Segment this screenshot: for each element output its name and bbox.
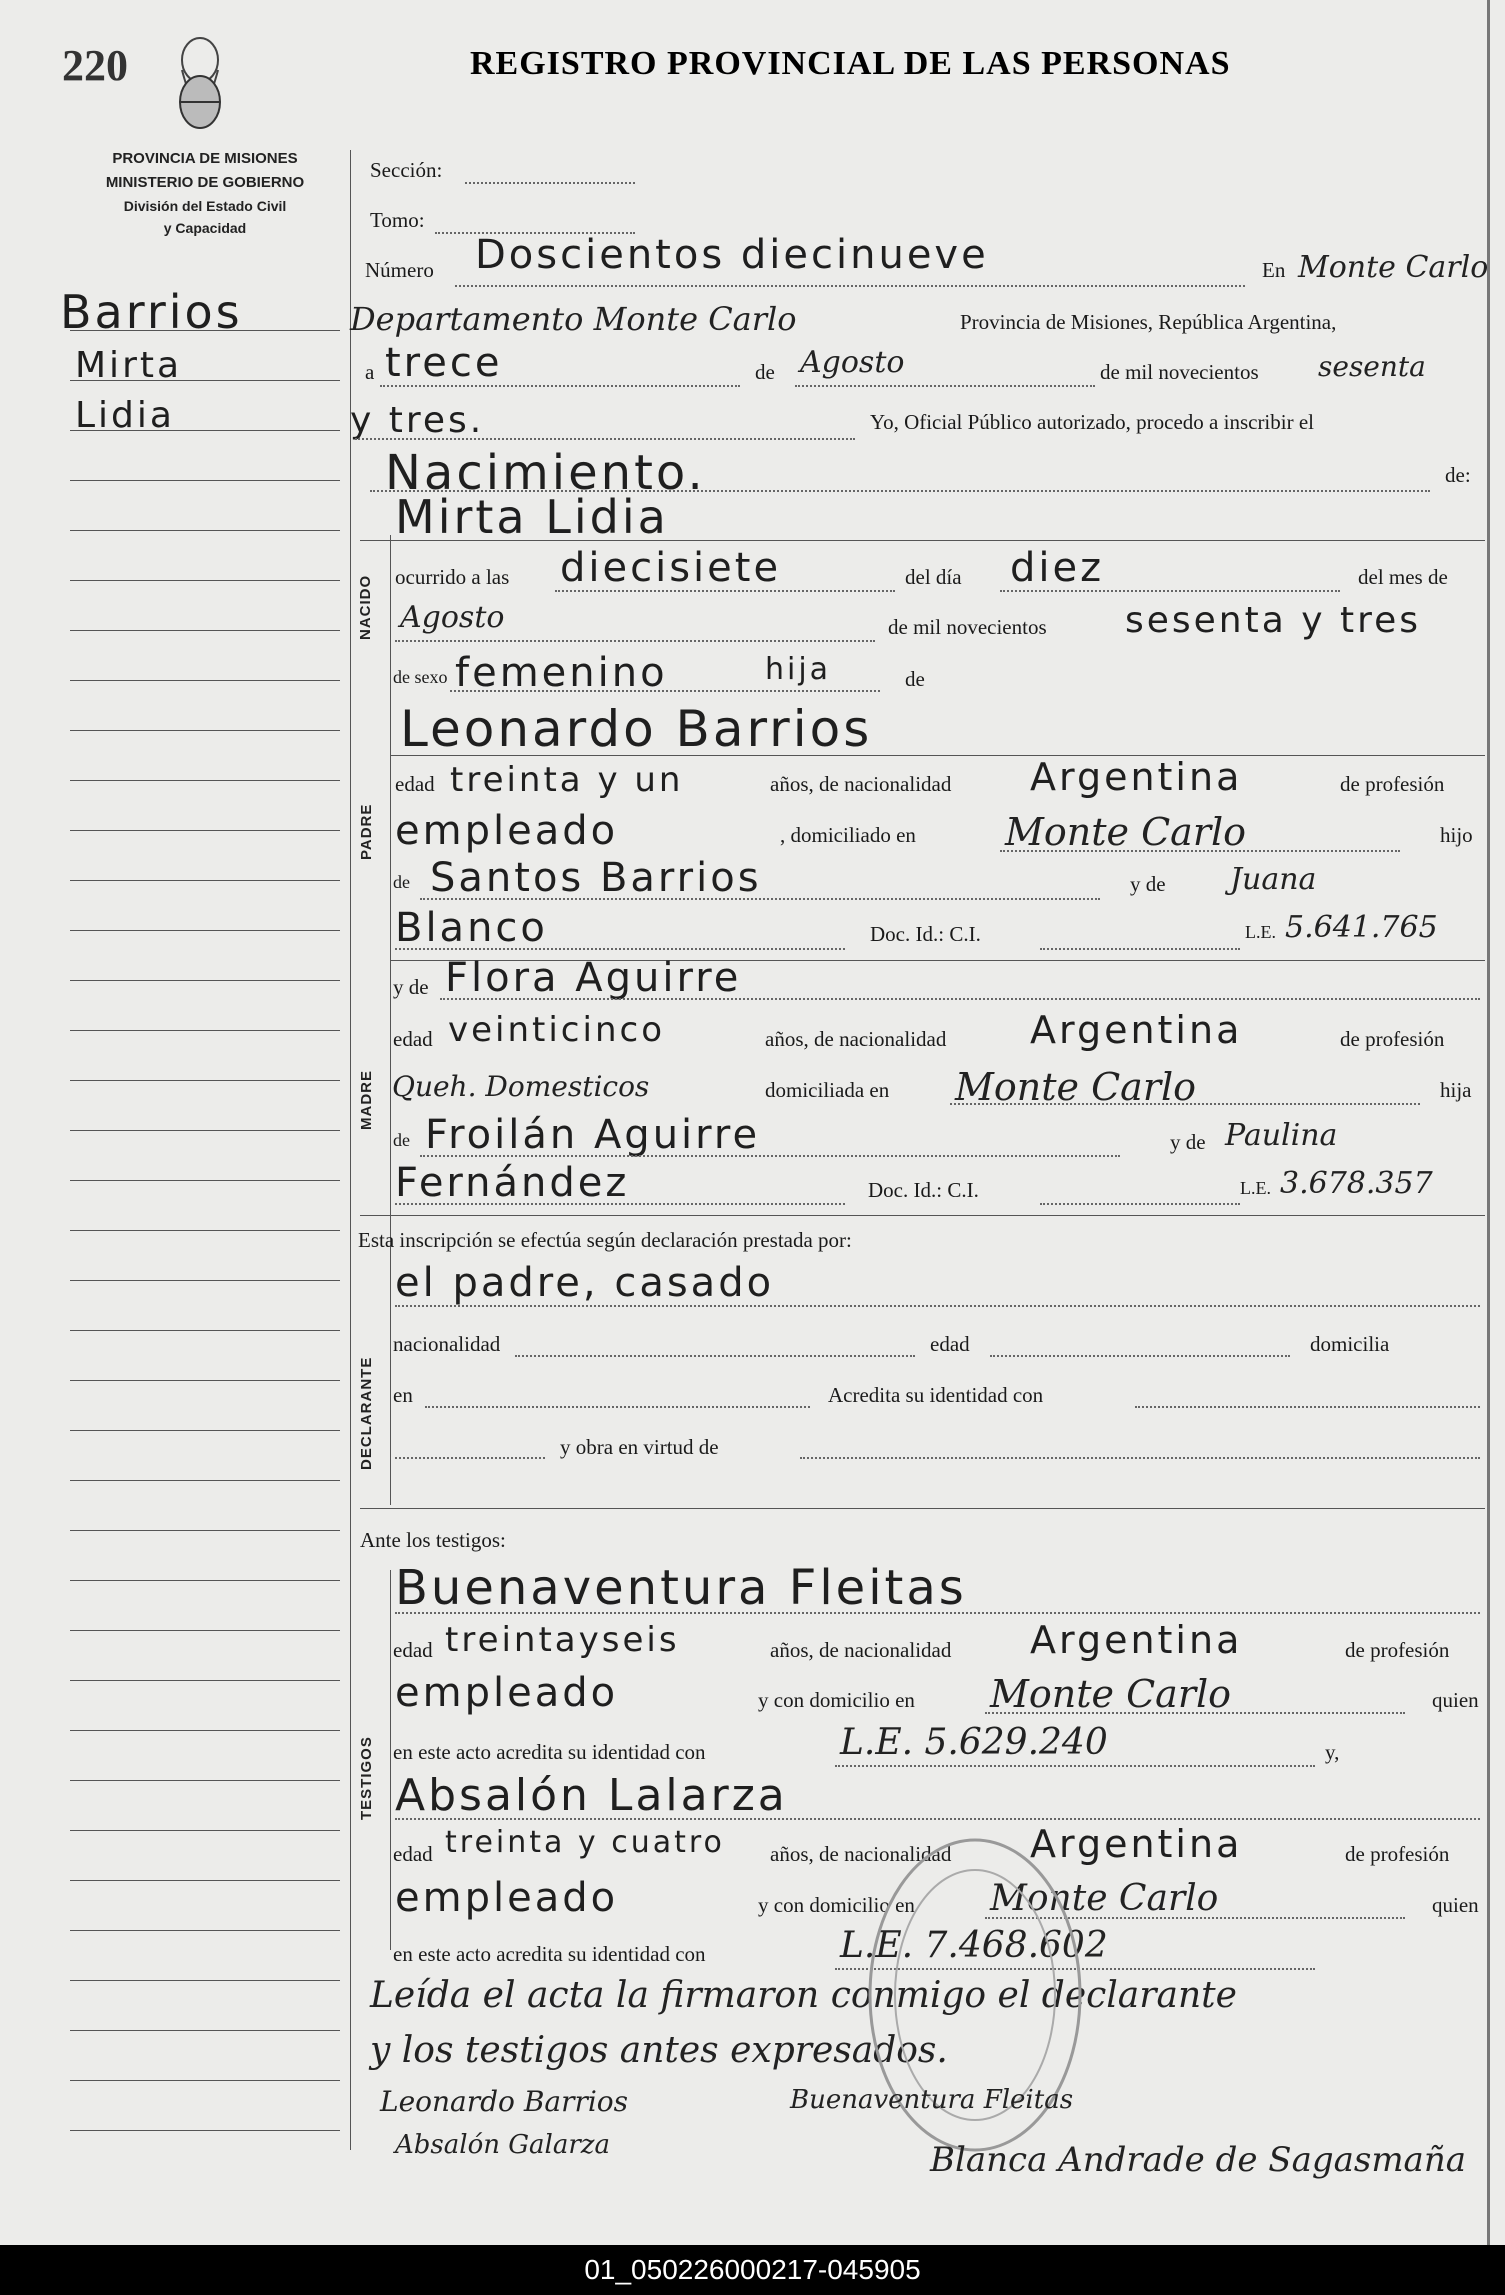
nacido-mil-label: de mil novecientos — [888, 615, 1047, 639]
declarante-intro: Esta inscripción se efectúa según declaración prestada por: — [358, 1228, 852, 1252]
hora-value: diecisiete — [560, 545, 782, 591]
padre-le-value: 5.641.765 — [1285, 910, 1438, 945]
madre-y-de-label: y de — [393, 975, 429, 999]
dia-value: trece — [385, 340, 503, 386]
padre-prof-label: de profesión — [1340, 772, 1445, 796]
madre-dom-label: domiciliada en — [765, 1078, 890, 1102]
testigo-2-quien-label: quien — [1432, 1893, 1479, 1917]
margin-name-1: Mirta — [75, 345, 183, 386]
testigo-1-name: Buenaventura Fleitas — [395, 1560, 967, 1616]
sexo-value: femenino — [455, 650, 668, 696]
padre-le-label: L.E. — [1245, 922, 1276, 942]
footer-code: 01_050226000217-045905 — [0, 2245, 1505, 2295]
acto-value: Nacimiento. — [385, 445, 706, 501]
declarante-obra-label: y obra en virtud de — [560, 1435, 719, 1459]
madre-nombre-value: Flora Aguirre — [445, 955, 742, 1001]
testigos-border — [390, 1570, 391, 1950]
margin-surname: Barrios — [60, 285, 243, 339]
padre-doc-label: Doc. Id.: C.I. — [870, 922, 981, 946]
testigos-side-label: TESTIGOS — [358, 1736, 375, 1820]
testigo-2-dom-label: y con domicilio en — [758, 1893, 915, 1917]
padre-madre-value-2: Blanco — [395, 905, 548, 951]
madre-edad-value: veinticinco — [448, 1010, 665, 1050]
nacido-anio-value: sesenta y tres — [1125, 600, 1422, 641]
padre-y-de-label: y de — [1130, 872, 1166, 896]
declarante-value: el padre, casado — [395, 1260, 775, 1306]
testigo-1-prof-label: de profesión — [1345, 1638, 1450, 1662]
provincia-text: Provincia de Misiones, República Argentina, — [960, 310, 1337, 334]
testigo-2-edad-value: treinta y cuatro — [445, 1825, 725, 1860]
section-border — [390, 535, 391, 1505]
padre-nac-label: años, de nacionalidad — [770, 772, 952, 796]
sexo-label: de sexo — [393, 667, 448, 687]
testigo-1-nac-value: Argentina — [1030, 1618, 1243, 1662]
testigos-intro: Ante los testigos: — [360, 1528, 506, 1552]
padre-nombre-value: Leonardo Barrios — [400, 700, 873, 758]
del-dia-label: del día — [905, 565, 962, 589]
madre-padre-value: Froilán Aguirre — [425, 1112, 761, 1158]
document-title: REGISTRO PROVINCIAL DE LAS PERSONAS — [470, 45, 1231, 82]
en-value: Monte Carlo — [1298, 250, 1489, 285]
madre-dom-value: Monte Carlo — [955, 1065, 1197, 1109]
madre-hija-label: hija — [1440, 1078, 1472, 1102]
testigo-1-dom-value: Monte Carlo — [990, 1672, 1232, 1716]
org-line-4: y Capacidad — [163, 220, 247, 236]
madre-edad-label: edad — [393, 1027, 433, 1051]
numero-value: Doscientos diecinueve — [475, 232, 989, 278]
signature-1: Leonardo Barrios — [380, 2085, 629, 2118]
testigo-1-doc-value: L.E. 5.629.240 — [840, 1722, 1108, 1763]
mil-label: de mil novecientos — [1100, 360, 1259, 384]
padre-edad-value: treinta y un — [450, 760, 684, 800]
de-label: de — [755, 360, 775, 384]
padre-de-label: de — [393, 872, 410, 892]
testigo-1-quien-label: quien — [1432, 1688, 1479, 1712]
padre-nac-value: Argentina — [1030, 755, 1243, 799]
testigo-1-y-label: y, — [1325, 1740, 1340, 1764]
en-label: En — [1262, 258, 1286, 282]
madre-madre-value-2: Fernández — [395, 1160, 630, 1206]
seccion-label: Sección: — [370, 158, 443, 182]
closing-line-2: y los testigos antes expresados. — [370, 2030, 948, 2071]
testigo-1-dom-label: y con domicilio en — [758, 1688, 915, 1712]
tomo-label: Tomo: — [370, 208, 425, 232]
hija-value: hija — [765, 652, 832, 687]
testigo-1-prof-value: empleado — [395, 1670, 619, 1716]
margin-name-2: Lidia — [75, 395, 175, 436]
departamento-value: Departamento Monte Carlo — [350, 300, 797, 338]
madre-de-label: de — [393, 1130, 410, 1150]
padre-padre-value: Santos Barrios — [430, 855, 762, 901]
madre-prof-value: Queh. Domesticos — [392, 1070, 650, 1103]
coat-of-arms-icon — [160, 30, 240, 145]
testigo-1-edad-label: edad — [393, 1638, 433, 1662]
padre-dom-label: , domiciliado en — [780, 823, 916, 847]
padre-dom-value: Monte Carlo — [1005, 810, 1247, 854]
madre-madre-value: Paulina — [1225, 1118, 1338, 1153]
testigo-1-nac-label: años, de nacionalidad — [770, 1638, 952, 1662]
padre-hijo-label: hijo — [1440, 823, 1473, 847]
testigo-2-nac-value: Argentina — [1030, 1822, 1243, 1866]
ocurrido-label: ocurrido a las — [395, 565, 510, 589]
testigo-2-name: Absalón Lalarza — [395, 1770, 788, 1821]
padre-side-label: PADRE — [358, 803, 375, 860]
madre-prof-label: de profesión — [1340, 1027, 1445, 1051]
testigo-2-doc-value: L.E. 7.468.602 — [840, 1925, 1108, 1966]
margin-border — [350, 150, 351, 2150]
madre-nac-label: años, de nacionalidad — [765, 1027, 947, 1051]
nacido-side-label: NACIDO — [357, 574, 374, 640]
a-label: a — [365, 360, 375, 384]
nacido-de-label: de — [905, 667, 925, 691]
right-edge — [1487, 0, 1490, 2245]
testigo-2-prof-label: de profesión — [1345, 1842, 1450, 1866]
madre-y-de2-label: y de — [1170, 1130, 1206, 1154]
testigo-2-acredita-label: en este acto acredita su identidad con — [393, 1942, 706, 1966]
signature-4: Blanca Andrade de Sagasmaña — [930, 2140, 1466, 2180]
folio-number: 220 — [62, 41, 128, 90]
anio-value: sesenta — [1318, 350, 1426, 383]
madre-nac-value: Argentina — [1030, 1008, 1243, 1052]
padre-prof-value: empleado — [395, 808, 619, 854]
padre-edad-label: edad — [395, 772, 435, 796]
madre-doc-label: Doc. Id.: C.I. — [868, 1178, 979, 1202]
madre-le-value: 3.678.357 — [1280, 1166, 1433, 1201]
nacido-dia-value: diez — [1010, 545, 1105, 591]
testigo-2-nac-label: años, de nacionalidad — [770, 1842, 952, 1866]
testigo-2-dom-value: Monte Carlo — [990, 1878, 1219, 1919]
nacido-mes-value: Agosto — [400, 600, 505, 635]
de-colon-label: de: — [1445, 463, 1471, 487]
declarante-nac-label: nacionalidad — [393, 1332, 501, 1356]
del-mes-label: del mes de — [1358, 565, 1448, 589]
testigo-2-prof-value: empleado — [395, 1875, 619, 1921]
declarante-side-label: DECLARANTE — [358, 1356, 375, 1470]
org-line-1: PROVINCIA DE MISIONES — [112, 150, 298, 167]
signature-2: Buenaventura Fleitas — [790, 2085, 1074, 2115]
testigo-1-acredita-label: en este acto acredita su identidad con — [393, 1740, 706, 1764]
yo-text: Yo, Oficial Público autorizado, procedo a inscribir el — [870, 410, 1315, 434]
madre-side-label: MADRE — [358, 1070, 375, 1130]
org-line-2: MINISTERIO DE GOBIERNO — [105, 174, 305, 191]
org-line-3: División del Estado Civil — [123, 198, 287, 214]
nombre-value: Mirta Lidia — [395, 490, 669, 544]
madre-le-label: L.E. — [1240, 1178, 1271, 1198]
signature-3: Absalón Galarza — [395, 2130, 610, 2160]
padre-madre-value: Juana — [1230, 862, 1317, 897]
numero-label: Número — [365, 258, 434, 282]
declarante-acredita-label: Acredita su identidad con — [828, 1383, 1044, 1407]
declarante-edad-label: edad — [930, 1332, 970, 1356]
mes-value: Agosto — [800, 345, 905, 380]
declarante-en-label: en — [393, 1383, 413, 1407]
closing-line-1: Leída el acta la firmaron conmigo el declarante — [370, 1975, 1237, 2016]
declarante-dom-label: domicilia — [1310, 1332, 1390, 1356]
anio-value-2: y tres. — [350, 400, 485, 441]
testigo-2-edad-label: edad — [393, 1842, 433, 1866]
testigo-1-edad-value: treintayseis — [445, 1620, 680, 1660]
